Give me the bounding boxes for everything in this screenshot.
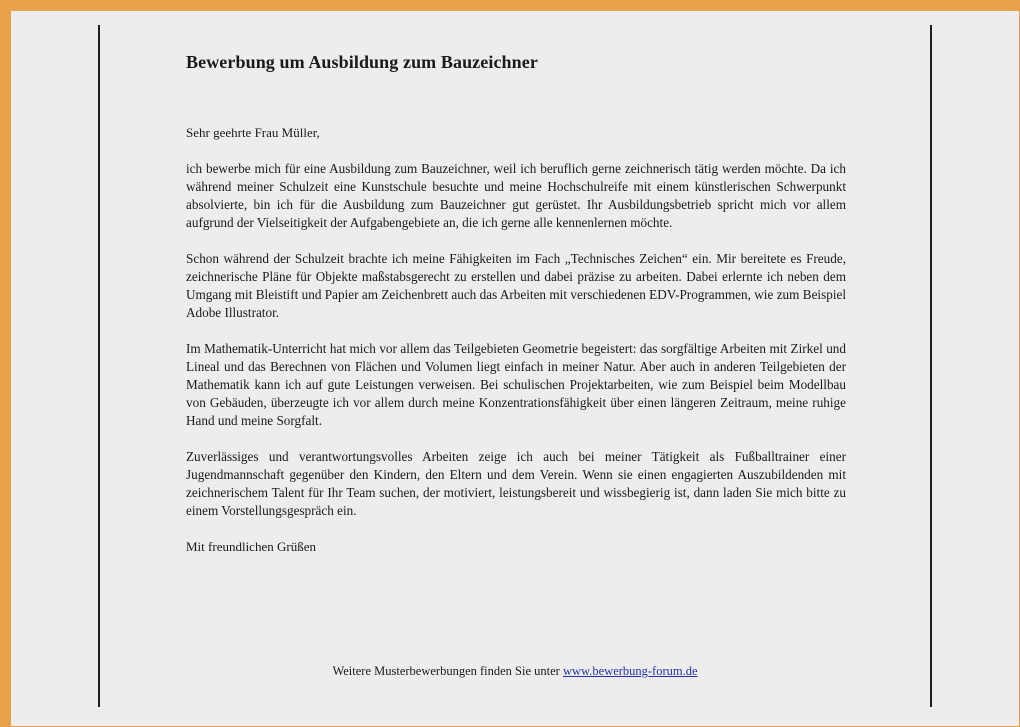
closing: Mit freundlichen Grüßen: [186, 539, 316, 554]
paragraph-1: ich bewerbe mich für eine Ausbildung zum Bauzeichner, weil ich beruflich gerne zeichnerisch tätig werden möchte. Da ich während meiner Schulzeit eine Kunstschule besuchte und meine Hochschulreife mit einem künstlerischen Schwerpunkt absolvierte, bin ich für die Ausbildung zum Bauzeichner gut gerüstet. Ihr Ausbildungsbetrieb spricht mich vor allem aufgrund der Vielseitigkeit der Aufgabengebiete an, die ich gerne alle kennenlernen möchte.: [186, 161, 846, 230]
paragraph-4: Zuverlässiges und verantwortungsvolles Arbeiten zeige ich auch bei meiner Tätigkeit als Fußballtrainer einer Jugendmannschaft gegenüber den Kindern, den Eltern und dem Verein. Wenn sie einen engagierten Auszubildenden mit zeichnerischem Talent für Ihr Team suchen, der motiviert, leistungsbereit und wissbegierig ist, dann laden Sie mich bitte zu einem Vorstellungsgespräch ein.: [186, 449, 846, 518]
document-page: [11, 11, 1019, 726]
salutation: Sehr geehrte Frau Müller,: [186, 125, 320, 140]
left-margin-rule: [98, 25, 100, 707]
letter-body: [186, 51, 846, 556]
paragraph-2: Schon während der Schulzeit brachte ich meine Fähigkeiten im Fach „Technisches Zeichen“ ein. Mir bereitete es Freude, zeichnerische Pläne für Objekte maßstabsgerecht zu erstellen und dabei präzise zu arbeiten. Dabei erlernte ich neben dem Umgang mit Bleistift und Papier am Zeichenbrett auch das Arbeiten mit verschiedenen EDV-Programmen, wie zum Beispiel Adobe Illustrator.: [186, 251, 846, 320]
footer-link[interactable]: www.bewerbung-forum.de: [562, 664, 698, 678]
paragraph-3: Im Mathematik-Unterricht hat mich vor allem das Teilgebieten Geometrie begeistert: das sorgfältige Arbeiten mit Zirkel und Lineal und das Berechnen von Flächen und Volumen liegt einfach in meiner Natur. Aber auch in anderen Teilgebieten der Mathematik kann ich auf gute Leistungen verweisen. Bei schulischen Projektarbeiten, wie zum Beispiel beim Modellbau von Gebäuden, überzeugte ich vor allem durch meine Konzentrationsfähigkeit über einen längeren Zeitraum, meine ruhige Hand und meine Sorgfalt.: [186, 341, 846, 428]
letter-title: Bewerbung um Ausbildung zum Bauzeichner: [186, 52, 538, 72]
right-margin-rule: [930, 25, 932, 707]
footer-text: Weitere Musterbewerbungen finden Sie unter: [332, 664, 560, 678]
footer: [11, 663, 1019, 679]
